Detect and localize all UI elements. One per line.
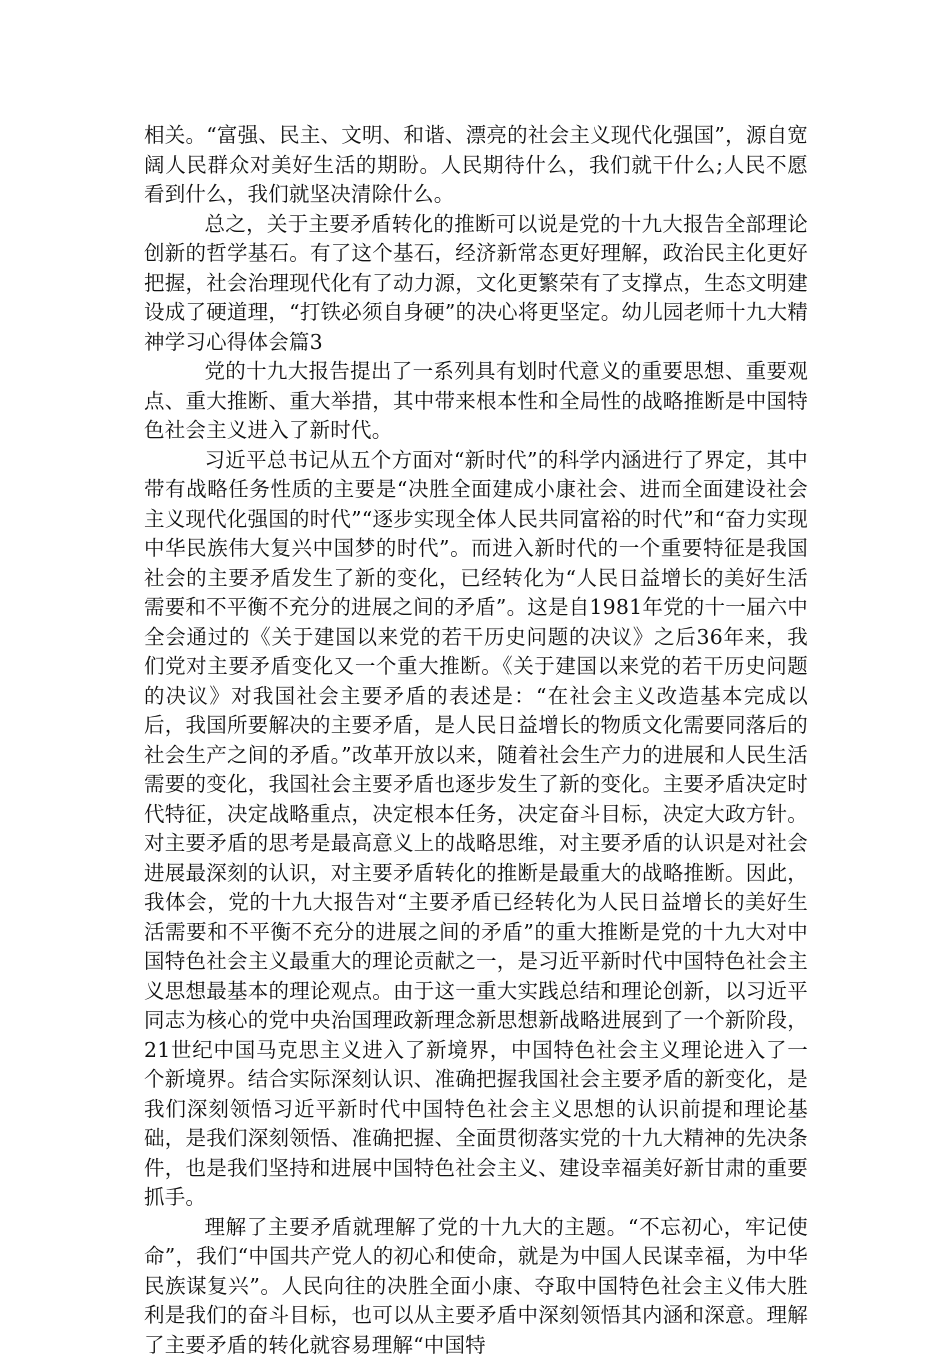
document-page xyxy=(144,121,808,1360)
paragraph-5: 理解了主要矛盾就理解了党的十九大的主题。“不忘初心，牢记使命”，我们“中国共产党人的初心和使命，就是为中国人民谋幸福，为中华民族谋复兴”。人民向往的决胜全面小康、夺取中国特色社会主义伟大胜利是我们的奋斗目标，也可以从主要矛盾中深刻领悟其内涵和深意。理解了主要矛盾的转化就容易理解“中国特 xyxy=(144,1213,808,1360)
paragraph-2: 总之，关于主要矛盾转化的推断可以说是党的十九大报告全部理论创新的哲学基石。有了这个基石，经济新常态更好理解，政治民主化更好把握，社会治理现代化有了动力源，文化更繁荣有了支撑点，生态文明建设成了硬道理，“打铁必须自身硬”的决心将更坚定。幼儿园老师十九大精神学习心得体会篇3 xyxy=(144,210,808,358)
paragraph-4: 习近平总书记从五个方面对“新时代”的科学内涵进行了界定，其中带有战略任务性质的主要是“决胜全面建成小康社会、进而全面建设社会主义现代化强国的时代”“逐步实现全体人民共同富裕的时代”和“奋力实现中华民族伟大复兴中国梦的时代”。而进入新时代的一个重要特征是我国社会的主要矛盾发生了新的变化，已经转化为“人民日益增长的美好生活需要和不平衡不充分的进展之间的矛盾”。这是自1981年党的十一届六中全会通过的《关于建国以来党的若干历史问题的决议》之后36年来，我们党对主要矛盾变化又一个重大推断。《关于建国以来党的若干历史问题的决议》对我国社会主要矛盾的表述是：“在社会主义改造基本完成以后，我国所要解决的主要矛盾，是人民日益增长的物质文化需要同落后的社会生产之间的矛盾。”改革开放以来，随着社会生产力的进展和人民生活需要的变化，我国社会主要矛盾也逐步发生了新的变化。主要矛盾决定时代特征，决定战略重点，决定根本任务，决定奋斗目标，决定大政方针。对主要矛盾的思考是最高意义上的战略思维，对主要矛盾的认识是对社会进展最深刻的认识，对主要矛盾转化的推断是最重大的战略推断。因此，我体会，党的十九大报告对“主要矛盾已经转化为人民日益增长的美好生活需要和不平衡不充分的进展之间的矛盾”的重大推断是党的十九大对中国特色社会主义最重大的理论贡献之一，是习近平新时代中国特色社会主义思想最基本的理论观点。由于这一重大实践总结和理论创新，以习近平同志为核心的党中央治国理政新理念新思想新战略进展到了一个新阶段，21世纪中国马克思主义进入了新境界，中国特色社会主义理论进入了一个新境界。结合实际深刻认识、准确把握我国社会主要矛盾的新变化，是我们深刻领悟习近平新时代中国特色社会主义思想的认识前提和理论基础，是我们深刻领悟、准确把握、全面贯彻落实党的十九大精神的先决条件，也是我们坚持和进展中国特色社会主义、建设幸福美好新甘肃的重要抓手。 xyxy=(144,446,808,1213)
paragraph-1: 相关。“富强、民主、文明、和谐、漂亮的社会主义现代化强国”，源自宽阔人民群众对美好生活的期盼。人民期待什么，我们就干什么;人民不愿看到什么，我们就坚决清除什么。 xyxy=(144,121,808,210)
paragraph-3: 党的十九大报告提出了一系列具有划时代意义的重要思想、重要观点、重大推断、重大举措，其中带来根本性和全局性的战略推断是中国特色社会主义进入了新时代。 xyxy=(144,357,808,446)
